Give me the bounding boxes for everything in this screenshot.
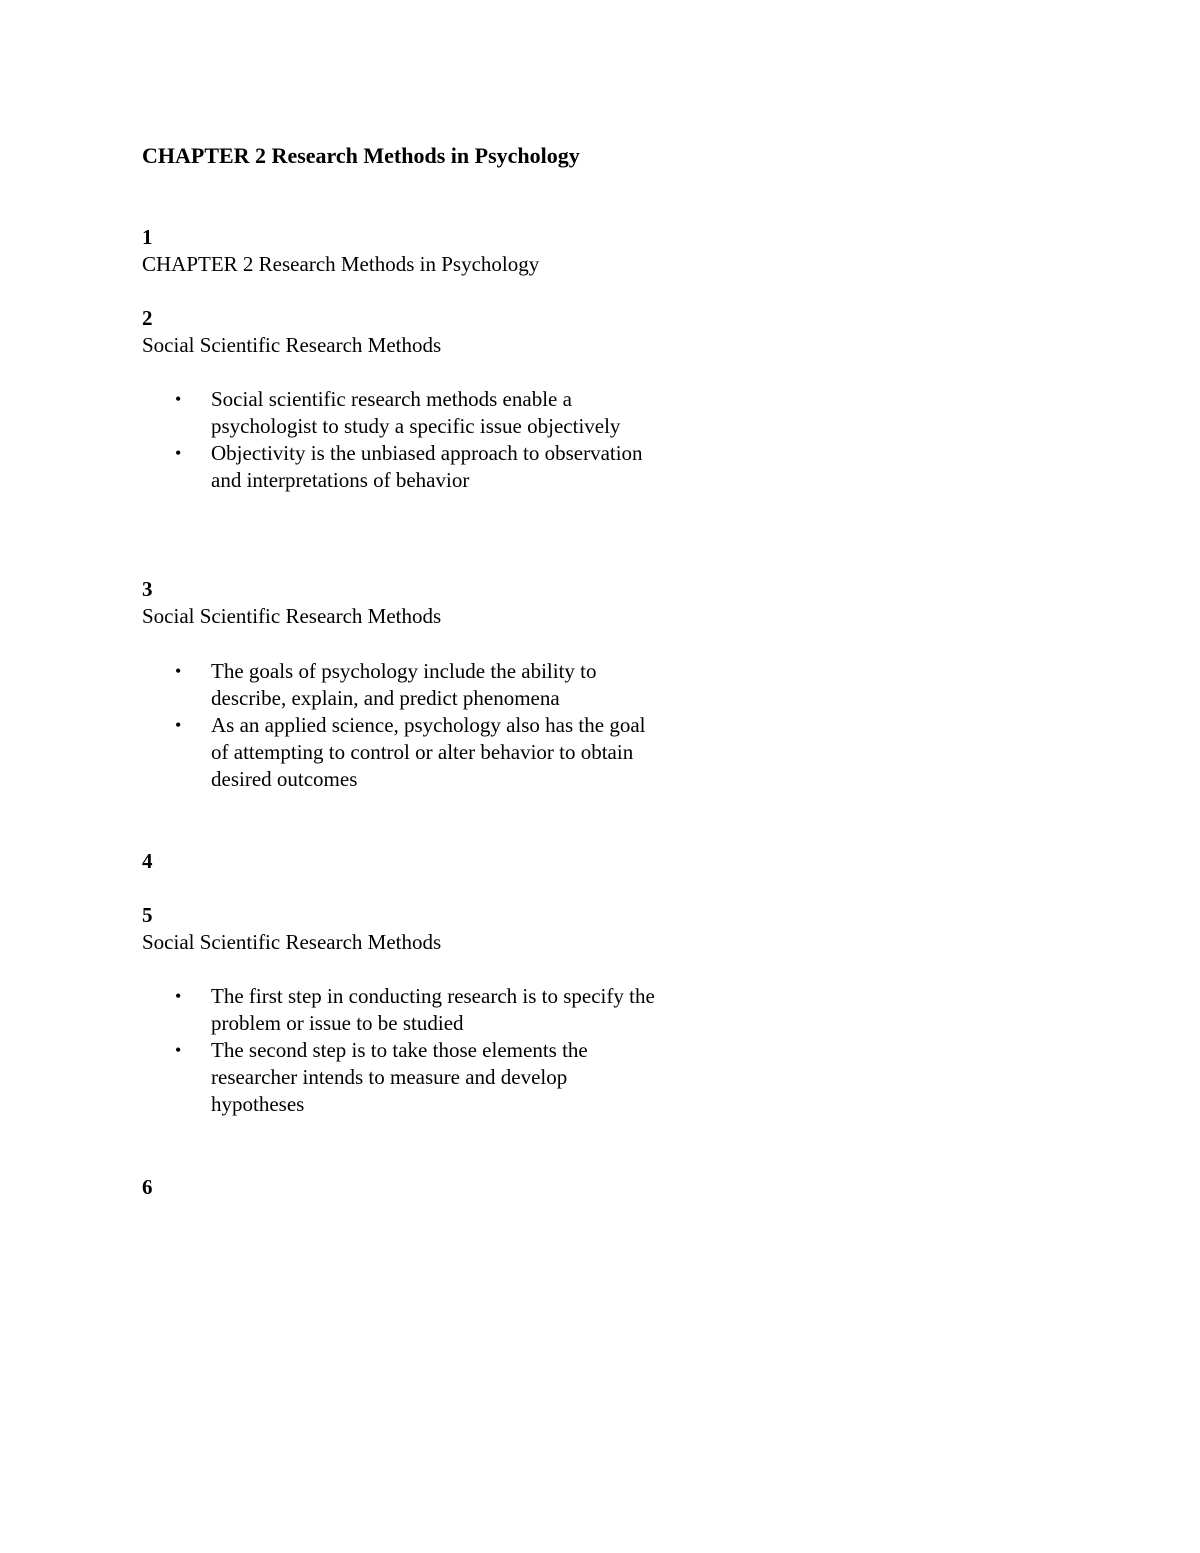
slide-number-6: 6 (142, 1175, 153, 1199)
bullet-icon: • (175, 986, 182, 1006)
slide-heading-5: Social Scientific Research Methods (142, 930, 442, 954)
slide-heading-1: CHAPTER 2 Research Methods in Psychology (142, 252, 540, 276)
bullet-text: Objectivity is the unbiased approach to observation and interpretations of behavior (211, 441, 643, 492)
bullet-item (142, 386, 662, 440)
slide-number-4: 4 (142, 849, 153, 873)
bullet-item (142, 440, 662, 494)
slide-heading-2: Social Scientific Research Methods (142, 333, 442, 357)
bullet-text: The goals of psychology include the ability to describe, explain, and predict phenomena (211, 659, 597, 710)
bullet-text: Social scientific research methods enable a psychologist to study a specific issue objectively (211, 387, 621, 438)
bullet-text: The second step is to take those elements the researcher intends to measure and develop hypotheses (211, 1038, 588, 1116)
slide-number-1: 1 (142, 225, 153, 249)
slide-3-bullet-list (142, 658, 662, 793)
slide-heading-3: Social Scientific Research Methods (142, 604, 442, 628)
bullet-item (142, 712, 662, 793)
bullet-item (142, 983, 662, 1037)
bullet-icon: • (175, 1040, 182, 1060)
bullet-text: As an applied science, psychology also has the goal of attempting to control or alter behavior to obtain desired outcomes (211, 713, 646, 791)
slide-number-5: 5 (142, 903, 153, 927)
bullet-icon: • (175, 389, 182, 409)
bullet-item (142, 1037, 662, 1118)
bullet-icon: • (175, 715, 182, 735)
bullet-text: The first step in conducting research is to specify the problem or issue to be studied (211, 984, 655, 1035)
slide-5-bullet-list (142, 983, 662, 1118)
bullet-icon: • (175, 443, 182, 463)
bullet-item (142, 658, 662, 712)
bullet-icon: • (175, 661, 182, 681)
slide-number-2: 2 (142, 306, 153, 330)
document-title: CHAPTER 2 Research Methods in Psychology (142, 143, 580, 168)
slide-number-3: 3 (142, 577, 153, 601)
slide-2-bullet-list (142, 386, 662, 494)
